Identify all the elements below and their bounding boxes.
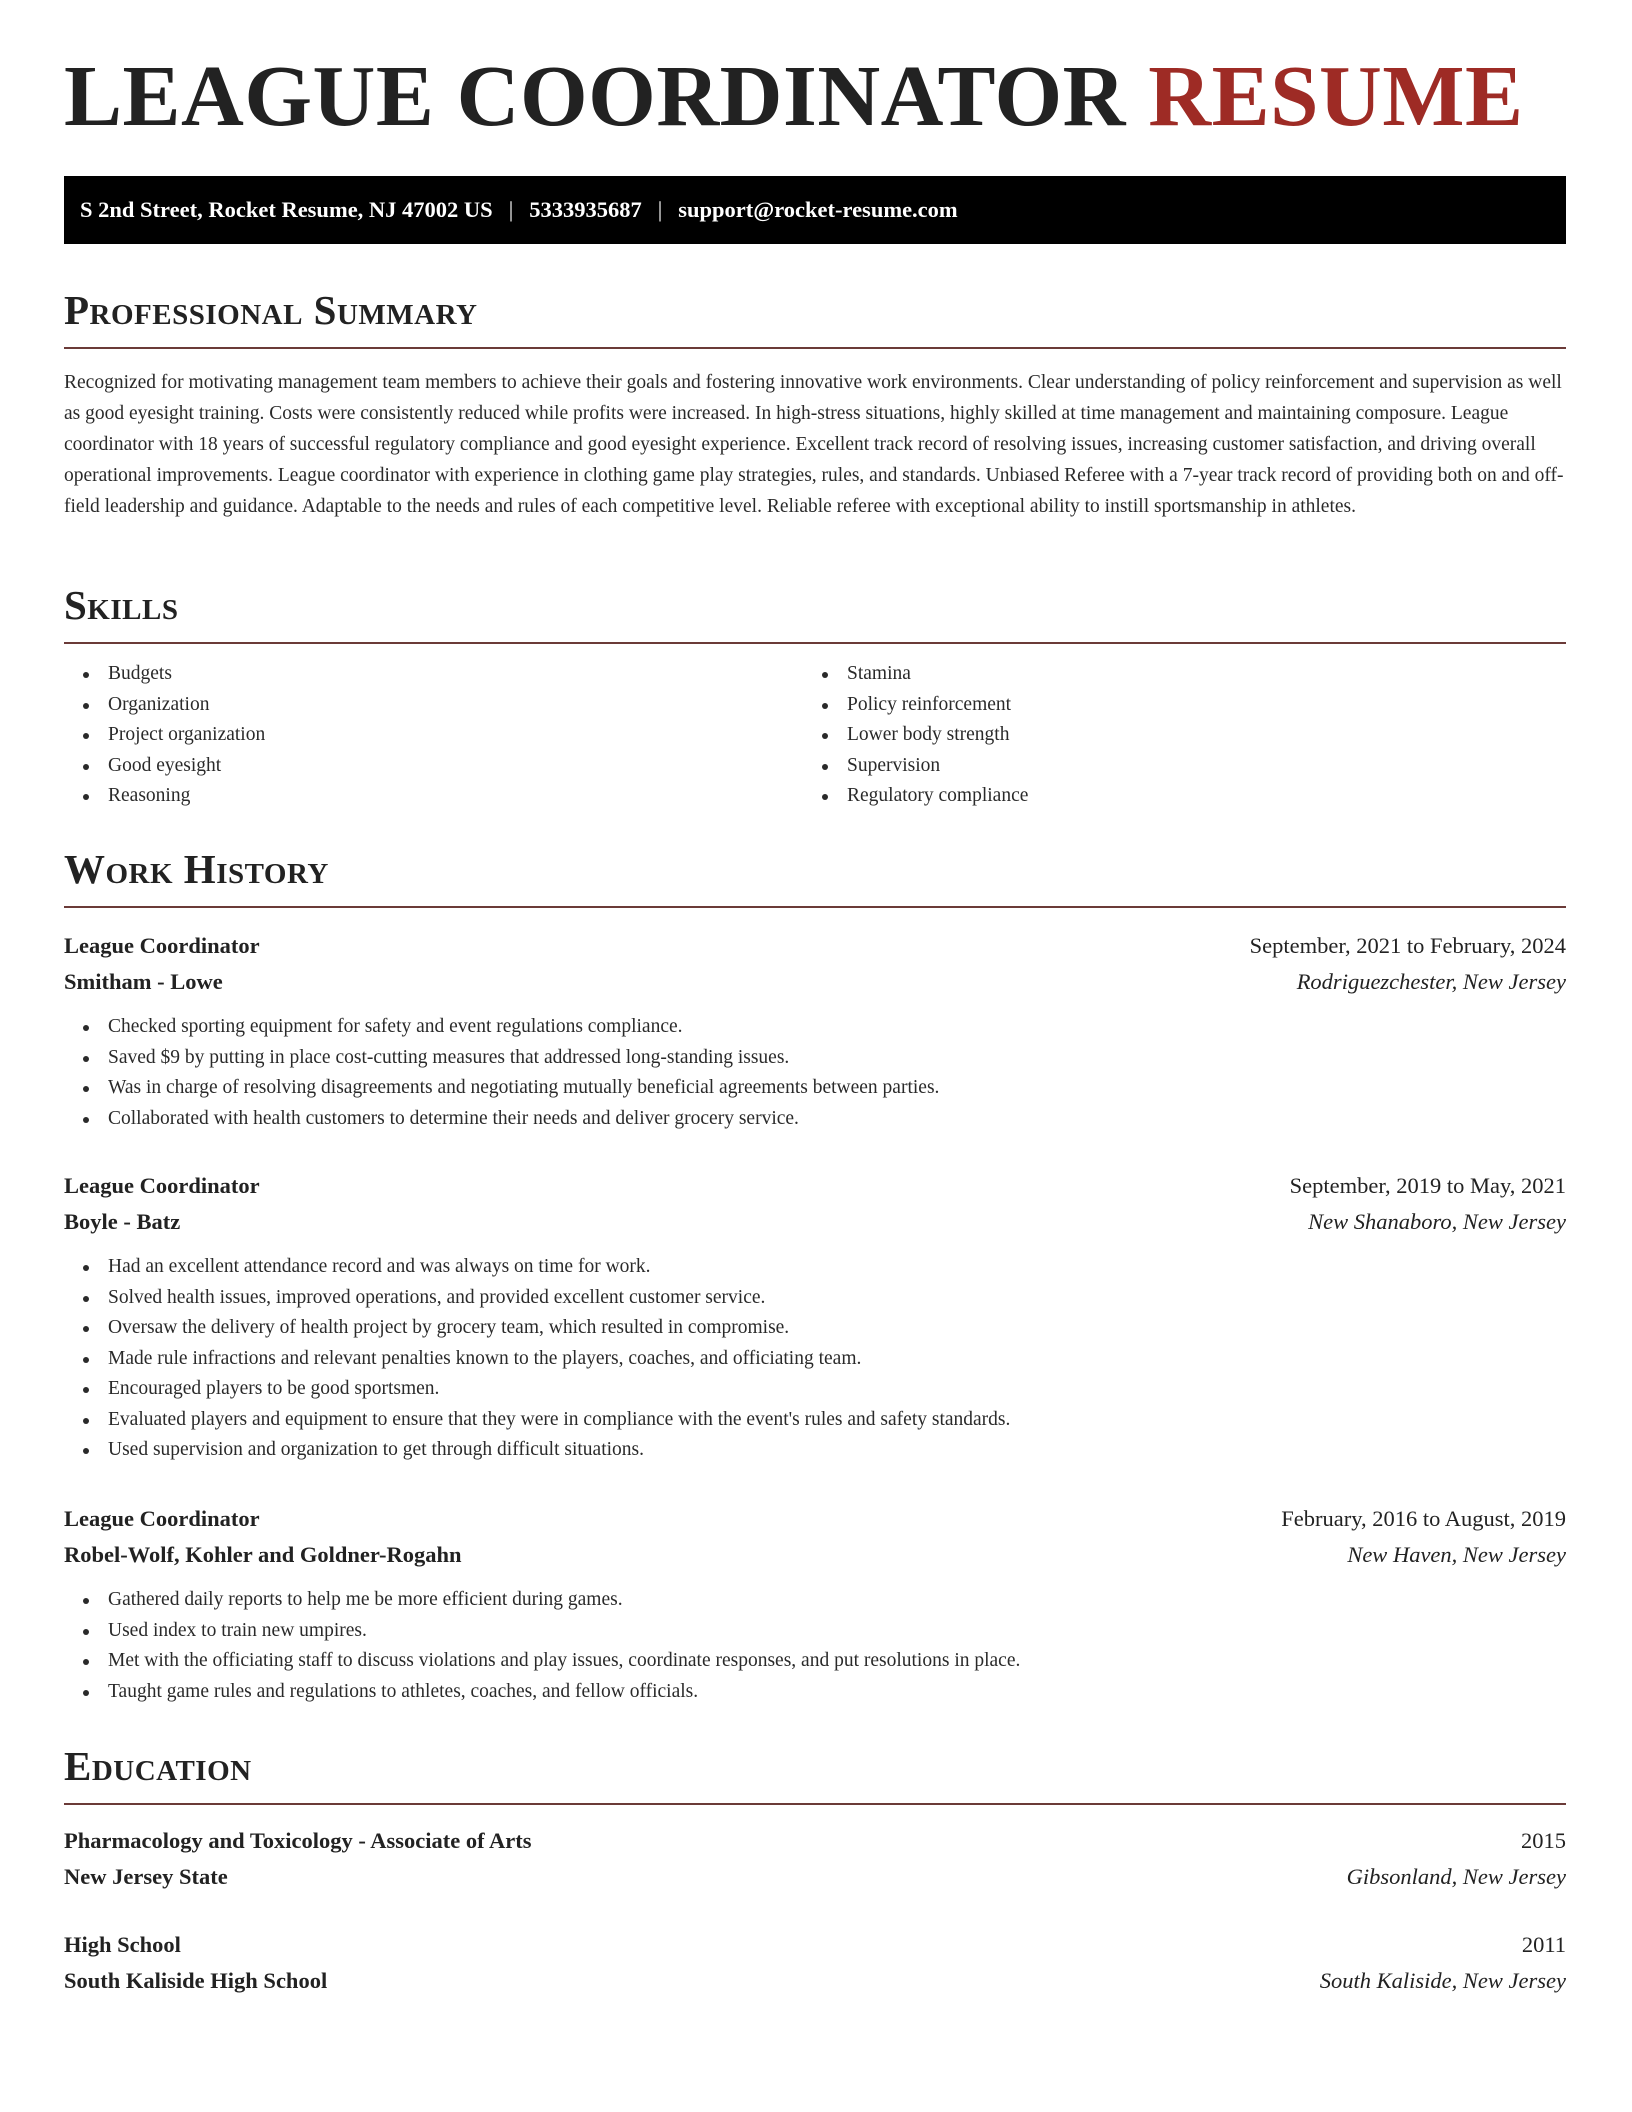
skill-item: Regulatory compliance [803,781,1542,812]
job-bullet: Evaluated players and equipment to ensure that they were in compliance with the event's rules and safety standards. [64,1405,1566,1436]
skill-item: Project organization [64,720,803,751]
title-main: LEAGUE COORDINATOR [64,47,1127,144]
education-heading: Education [64,1743,252,1789]
job-dates: September, 2021 to February, 2024 [1249,933,1566,958]
job-entry [64,1501,1566,1707]
job-location: New Haven, New Jersey [1347,1542,1566,1567]
education-school: New Jersey State [64,1864,228,1889]
resume-title [64,47,1524,144]
job-company: Boyle - Batz [64,1209,181,1234]
job-bullet: Taught game rules and regulations to athletes, coaches, and fellow officials. [64,1677,1566,1708]
skill-item: Organization [64,690,803,721]
skill-item: Good eyesight [64,751,803,782]
skill-item: Policy reinforcement [803,690,1542,721]
job-bullet: Gathered daily reports to help me be more efficient during games. [64,1585,1566,1616]
job-bullets [64,1252,1566,1466]
skill-item: Reasoning [64,781,803,812]
job-company: Robel-Wolf, Kohler and Goldner-Rogahn [64,1542,462,1567]
education-school: South Kaliside High School [64,1968,328,1993]
job-title: League Coordinator [64,1173,260,1198]
job-bullet: Made rule infractions and relevant penalties known to the players, coaches, and officiating team. [64,1344,1566,1375]
education-degree: High School [64,1932,181,1957]
education-divider [64,1803,1566,1805]
job-bullet: Had an excellent attendance record and was always on time for work. [64,1252,1566,1283]
skills-divider [64,642,1566,644]
summary-divider [64,347,1566,349]
skills-column-right [803,659,1542,812]
contact-separator: | [657,197,663,222]
job-bullet: Oversaw the delivery of health project by grocery team, which resulted in compromise. [64,1313,1566,1344]
education-degree: Pharmacology and Toxicology - Associate of Arts [64,1828,532,1853]
job-bullets [64,1585,1566,1707]
job-bullets [64,1012,1566,1134]
education-year: 2011 [1521,1932,1566,1957]
education-entry [64,1823,1566,1895]
job-bullet: Used index to train new umpires. [64,1616,1566,1647]
job-dates: September, 2019 to May, 2021 [1289,1173,1566,1198]
skills-list [64,659,1566,812]
job-bullet: Checked sporting equipment for safety and event regulations compliance. [64,1012,1566,1043]
job-bullet: Met with the officiating staff to discuss violations and play issues, coordinate responses, and put resolutions in place. [64,1646,1566,1677]
contact-separator: | [508,197,514,222]
work-divider [64,906,1566,908]
job-entry [64,1168,1566,1466]
summary-heading: Professional Summary [64,287,478,333]
work-heading: Work History [64,846,329,892]
education-entry [64,1927,1566,1999]
skill-item: Stamina [803,659,1542,690]
contact-address: S 2nd Street, Rocket Resume, NJ 47002 US [80,197,493,222]
job-bullet: Encouraged players to be good sportsmen. [64,1374,1566,1405]
job-bullet: Solved health issues, improved operations, and provided excellent customer service. [64,1283,1566,1314]
summary-text: Recognized for motivating management team members to achieve their goals and fostering innovative work environments. Clear understanding of policy reinforcement and supervision as well as good eyesight training. Costs were consistently reduced while profits were increased. In high-stress situations, highly skilled at time management and maintaining composure. League coordinator with 18 years of successful regulatory compliance and good eyesight experience. Excellent track record of resolving issues, increasing customer satisfaction, and driving overall operational improvements. League coordinator with experience in clothing game play strategies, rules, and standards. Unbiased Referee with a 7-year track record of providing both on and off-field leadership and guidance. Adaptable to the needs and rules of each competitive level. Reliable referee with exceptional ability to instill sportsmanship in athletes. [64,372,1564,517]
job-bullet: Saved $9 by putting in place cost-cutting measures that addressed long-standing issues. [64,1043,1566,1074]
skill-item: Budgets [64,659,803,690]
job-location: New Shanaboro, New Jersey [1308,1209,1566,1234]
education-location: Gibsonland, New Jersey [1346,1864,1566,1889]
job-entry [64,928,1566,1134]
title-accent: RESUME [1148,47,1524,144]
contact-phone: 5333935687 [529,197,642,222]
skill-item: Supervision [803,751,1542,782]
skills-heading: Skills [64,582,179,628]
education-location: South Kaliside, New Jersey [1319,1968,1566,1993]
contact-bar [64,176,1566,244]
education-year: 2015 [1521,1828,1566,1853]
skills-column-left [64,659,803,812]
skill-item: Lower body strength [803,720,1542,751]
job-bullet: Was in charge of resolving disagreements and negotiating mutually beneficial agreements between parties. [64,1073,1566,1104]
job-bullet: Collaborated with health customers to determine their needs and deliver grocery service. [64,1104,1566,1135]
job-title: League Coordinator [64,933,260,958]
contact-email: support@rocket-resume.com [678,197,958,222]
job-company: Smitham - Lowe [64,969,223,994]
job-title: League Coordinator [64,1506,260,1531]
job-bullet: Used supervision and organization to get through difficult situations. [64,1435,1566,1466]
job-dates: February, 2016 to August, 2019 [1281,1506,1566,1531]
job-location: Rodriguezchester, New Jersey [1296,969,1566,994]
